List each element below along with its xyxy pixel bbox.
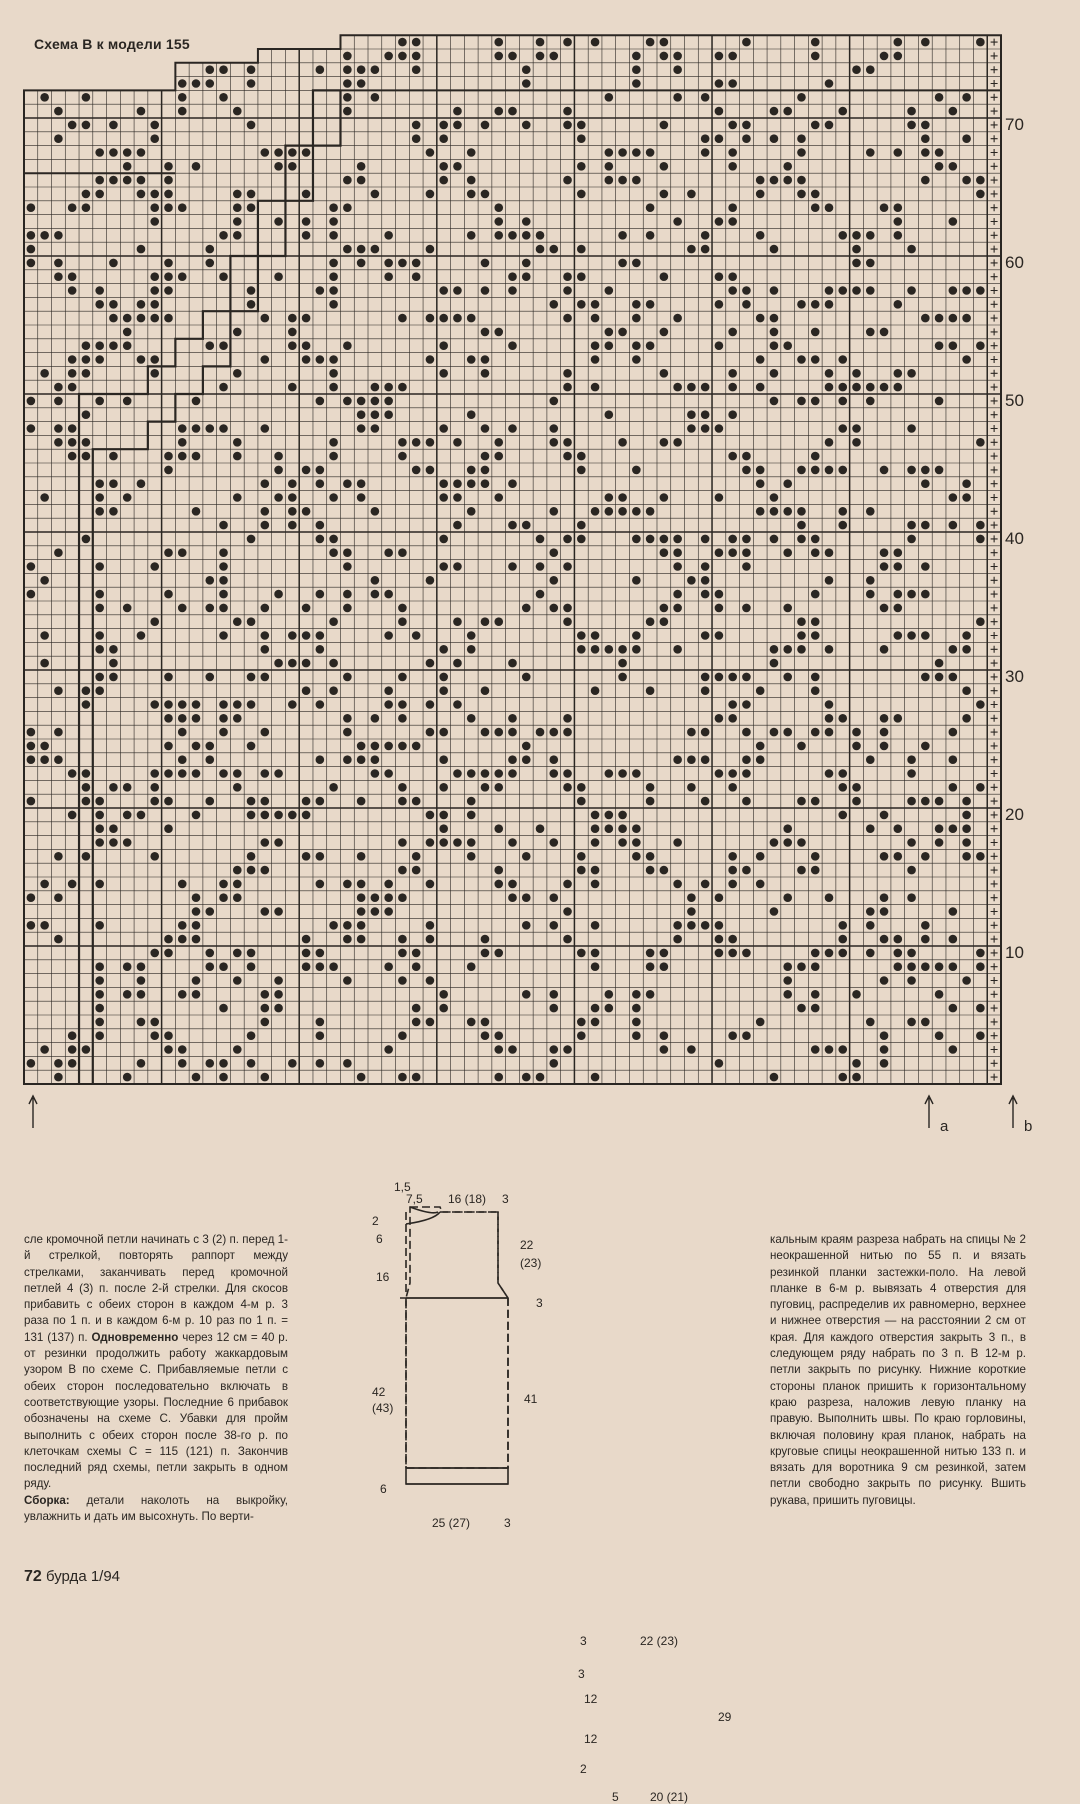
arrow-label-b: b (1024, 1118, 1033, 1135)
text-left-para1: сле кромочной петли начинать с 3 (2) п. перед 1-й стрелкой, повторять раппорт между стрелками, заканчивать перед кромочной петлей 4 (3) п. после 2-й стрелки. Для скосов прибавить с обеих сторон в каждом 4-м р. 3 раза по 1 п. и в каждом 6-м р. 10 раз по 1 п. = 131 (137) п. (24, 1233, 288, 1344)
row-number-20: 20 (1005, 805, 1024, 824)
page-number: 72 (24, 1568, 42, 1585)
neckline-curve (406, 1212, 440, 1224)
text-left-para3: детали наколоть на выкройку, увлажнить и дать им высохнуть. По верти- (24, 1493, 288, 1524)
text-left-para2: через 12 см = 40 р. от резинки продолжить работу жаккардовым узором В по схеме С. Прибавляемые петли с обеих сторон последовательно включать в соответствующие узоры. Последние 6 прибавок обозначены на схеме С. Убавки для пройм выполнить с обеих сторон после 38-го р. по клеточкам схемы С = 115 (121) п. Закончив последний ряд схемы, петли закрыть в одном ряду. (24, 1330, 288, 1491)
row-number-10: 10 (1005, 943, 1024, 962)
sleeve-dim-top-2: 22 (23) (640, 1634, 679, 1648)
sleeve-dim-bottom-2: 20 (21) (650, 1790, 689, 1804)
body-dim-left-2: 6 (376, 1232, 383, 1246)
sleeve-dim-left-1: 3 (578, 1667, 585, 1681)
sleeve-dim-right-1: 29 (718, 1710, 732, 1724)
body-dim-bottom-1: 25 (27) (432, 1516, 471, 1530)
body-dim-top-2: 7,5 (406, 1192, 423, 1206)
row-number-40: 40 (1005, 529, 1024, 548)
arrow-a-icon (925, 1096, 933, 1128)
body-dim-right-3: 41 (524, 1392, 538, 1406)
body-dim-top-1: 1,5 (394, 1180, 411, 1194)
body-dim-left-1: 2 (372, 1214, 379, 1228)
chart-title: Схема В к модели 155 (34, 36, 190, 52)
sleeve-dim-top-1: 3 (580, 1634, 587, 1648)
body-dim-bottom-2: 3 (504, 1516, 511, 1530)
text-column-right (770, 1232, 1026, 1509)
body-dim-right-2: 3 (536, 1296, 543, 1310)
text-column-left (24, 1232, 288, 1525)
sleeve-dim-left-2: 12 (584, 1692, 598, 1706)
sleeve-dim-left-3: 12 (584, 1732, 598, 1746)
text-left-bold2: Сборка: (24, 1493, 70, 1507)
body-dim-left-4: 42 (43) (372, 1385, 394, 1415)
row-number-50: 50 (1005, 391, 1024, 410)
rib-band (406, 1468, 508, 1484)
arrow-b-icon (1009, 1096, 1017, 1128)
sleeve-dim-bottom-1: 5 (612, 1790, 619, 1804)
row-number-70: 70 (1005, 115, 1024, 134)
row-number-60: 60 (1005, 253, 1024, 272)
sleeve-dim-left-4: 2 (580, 1762, 587, 1776)
body-dim-right-1: 22 (23) (520, 1238, 542, 1270)
body-dim-left-3: 16 (376, 1270, 390, 1284)
left-arrow-icon (29, 1096, 37, 1128)
body-piece (406, 1212, 508, 1468)
page-footer (24, 1568, 120, 1586)
body-dim-top-3: 16 (18) (448, 1192, 487, 1206)
body-dim-top-4: 3 (502, 1192, 509, 1206)
body-dim-left-5: 6 (380, 1482, 387, 1496)
row-number-30: 30 (1005, 667, 1024, 686)
magazine-issue: бурда 1/94 (45, 1568, 121, 1585)
text-left-bold1: Одновременно (91, 1330, 179, 1344)
arrow-label-a: a (940, 1118, 949, 1135)
text-right-para1: кальным краям разреза набрать на спицы № 2 неокрашенной нитью по 55 п. и вязать резинкой планки застежки-поло. На левой планке в 6-м р. вывязать 4 отверстия для пуговиц, распределив их равномерно, верхнее и нижнее отверстия — на расстоянии 2 см от края. Для каждого отверстия закрыть 3 п., в следующем ряду набрать по 3 п. В 12-м р. петли закрыть по рисунку. Нижние короткие стороны планок пришить к горизонтальному краю разреза, наложив левую планку на правую. Выполнить швы. По краю горловины, включая половину края планок, набрать на круговые спицы неокрашенной нитью 133 п. и вязать для воротника 9 см резинкой, затем петли свободно закрыть по рисунку. Вшить рукава, пришить пуговицы. (770, 1233, 1026, 1507)
